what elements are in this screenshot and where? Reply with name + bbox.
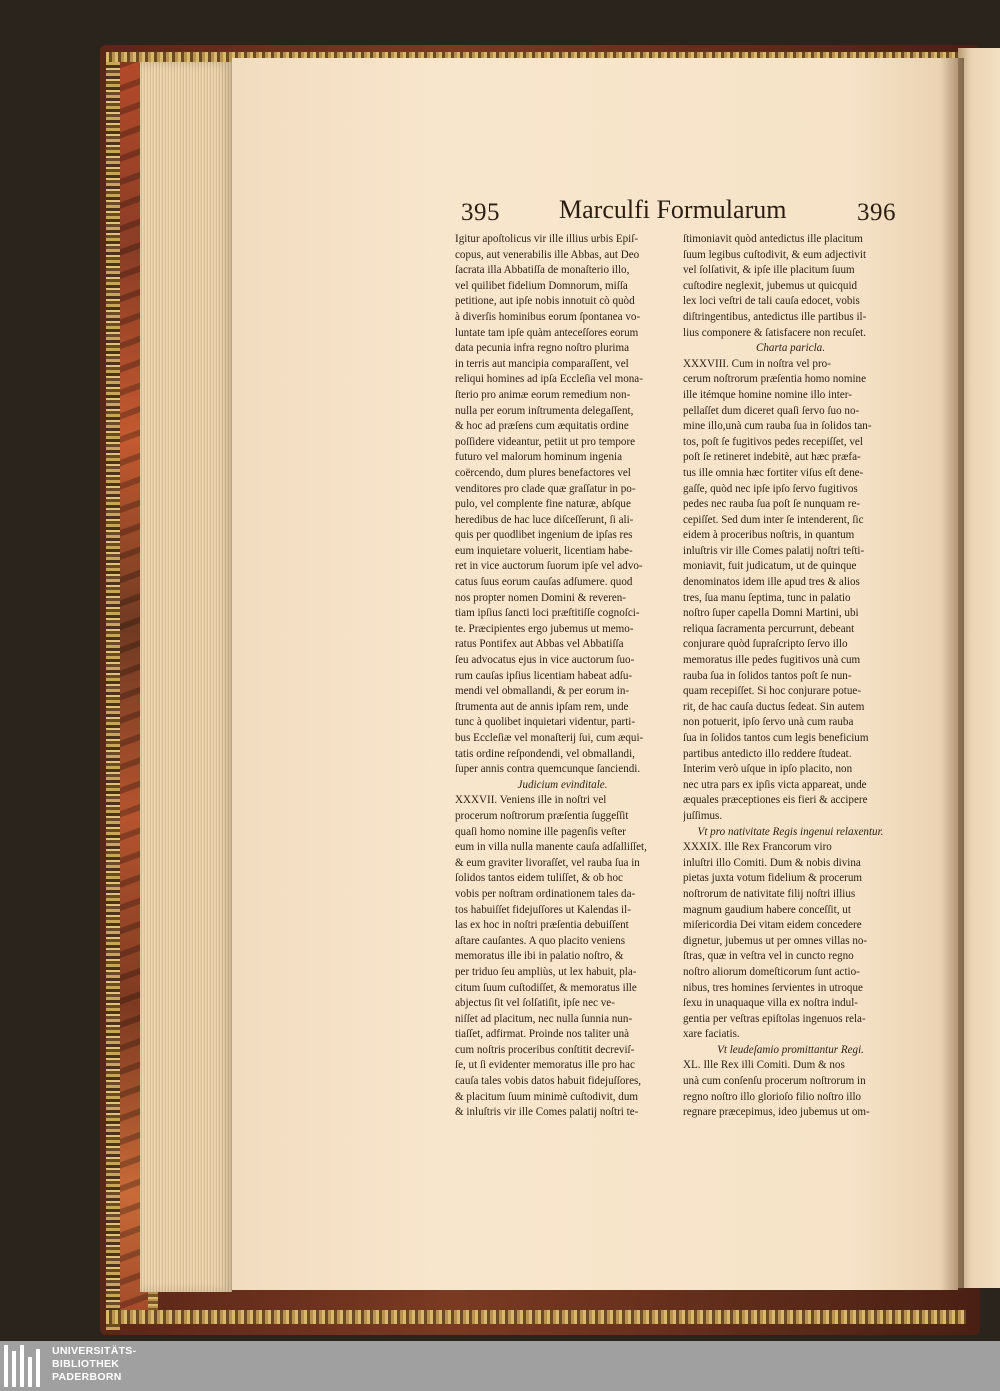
text-line: & hoc ad præſens cum æquitatis ordine — [455, 420, 629, 433]
text-line: nec utra pars ex ipſis victa appareat, unde — [683, 778, 867, 791]
text-line: quam recepiſſet. Si hoc conjurare potue- — [683, 685, 862, 698]
text-line: conjurare quòd ſupraſcripto ſervo illo — [683, 638, 848, 651]
text-line: ſtrumenta aut de annis ipſam rem, unde — [455, 700, 629, 713]
text-line: futuro vel malorum hominum ingenia — [455, 451, 622, 464]
text-line: memoratus ille ibi in palatio noſtro, & — [455, 950, 624, 963]
text-line: nibus, tres homines ſervientes in utroque — [683, 981, 863, 994]
text-line: petitione, aut ipſe nobis innotuit cò quòd — [455, 295, 635, 308]
text-line: magnum gaudium habere conceſſit, ut — [683, 903, 851, 916]
text-line: XXXVII. Veniens ille in noſtri vel — [455, 794, 607, 807]
text-line: aſtare cauſantes. A quo placito veniens — [455, 934, 626, 947]
text-line: te. Præcipientes ergo jubemus ut memo- — [455, 622, 634, 635]
text-line: ſua in ſolidos tantos cum legis beneficium — [683, 732, 869, 744]
text-line: eum in villa nulla manente cauſa adſalliſſet, — [455, 841, 647, 854]
text-line: lius componere & ſatisfacere non recuſet. — [683, 326, 866, 339]
text-line: ſterio pro animæ eorum remedium non- — [455, 388, 631, 401]
text-line: citum ſuum cuſtodiſſet, & memoratus ille — [455, 981, 637, 994]
text-line: vobis per noſtram ordinationem tales da- — [455, 887, 636, 900]
text-line: gaſſe, quòd nec ipſe ipſo ſervo fugitivos — [683, 482, 858, 495]
text-line: luntate tam ipſe quàm anteceſſores eorum — [455, 326, 639, 339]
text-line: miſericordia Dei vitam eidem concedere — [683, 919, 862, 932]
text-line: mine illo,unà cum rauba ſua in ſolidos tan- — [683, 420, 872, 433]
text-line: diſtringentibus, antedictus ille partibus il- — [683, 310, 867, 323]
text-line: tatis ordine reſpondendi, vel obmallandi, — [455, 747, 635, 760]
left-page-number: 395 — [461, 199, 500, 226]
text-line: ſolidos tantos eidem tuliſſet, & ob hoc — [455, 872, 623, 885]
text-line: reliqua ſacramenta percurrunt, debeant — [683, 622, 855, 635]
text-line: cepiſſet. Sed dum inter ſe intenderent, ſic — [683, 513, 864, 526]
text-line: pedes nec rauba ſua poſt ſe nunquam re- — [683, 498, 861, 511]
text-line: tos habuiſſet fidejuſſores ut Kalendas il- — [455, 903, 631, 916]
text-line: poſſidere videantur, petiit ut pro tempore — [455, 435, 636, 448]
text-line: inluſtri illo Comiti. Dum & nobis divina — [683, 856, 861, 869]
right-text-column — [683, 232, 898, 1121]
text-line: heredibus de hac luce diſceſſerunt, ſi ali- — [455, 513, 634, 526]
text-line: cum noſtris proceribus conſtitit decreviſ- — [455, 1043, 635, 1056]
text-line: ſexu in unaquaque villa ex noſtra indul- — [683, 997, 858, 1010]
text-line: XXXIX. Ille Rex Francorum viro — [683, 841, 832, 854]
text-line: partibus antedicto illo reddere ſtudeat. — [683, 747, 852, 760]
text-line: reliqui homines ad ipſa Eccleſia vel mona- — [455, 373, 643, 386]
text-line: venditores pro clade quæ graſſatur in po- — [455, 482, 636, 495]
text-line: à diverſis hominibus eorum ſpontanea vo- — [455, 310, 641, 323]
text-line: eum inquietare voluerit, licentiam habe- — [455, 544, 633, 557]
text-line: moniavit, fuit judicatum, ut de quinque — [683, 560, 857, 573]
section-heading: Vt leudeſamio promittantur Regi. — [717, 1043, 864, 1056]
facing-page-edge — [958, 48, 1000, 1288]
library-logo-icon — [0, 1341, 46, 1391]
text-line: noſtro ſuper capella Domni Martini, ubi — [683, 607, 859, 620]
text-line: nos propter nomen Domini & reveren- — [455, 591, 626, 604]
text-line: per triduo ſeu ampliùs, ut lex habuit, pla- — [455, 965, 637, 978]
text-line: eidem à proceribus noſtris, in quantum — [683, 529, 855, 542]
text-line: xare faciatis. — [683, 1028, 740, 1041]
text-line: mendi vel obmallandi, & per eorum in- — [455, 685, 630, 698]
section-heading: Charta paricla. — [755, 342, 826, 355]
text-line: & placitum ſuum minimè cuſtodivit, dum — [455, 1090, 639, 1103]
text-line: inluſtris vir ille Comes palatij noſtri teſti- — [683, 544, 865, 557]
text-line: cerum noſtrorum præſentia homo nomine — [683, 373, 867, 386]
text-line: tres, ſua manu ſeptima, tunc in palatio — [683, 591, 851, 604]
left-text-column — [455, 232, 670, 1121]
text-line: vel ſolſativit, & ipſe ille placitum ſuum — [683, 264, 855, 277]
section-heading: Vt pro nativitate Regis ingenui relaxentur. — [697, 825, 884, 838]
text-line: procerum noſtrorum præſentia ſuggeſſit — [455, 809, 629, 822]
library-name-line: BIBLIOTHEK — [52, 1358, 120, 1370]
library-name — [52, 1345, 136, 1384]
text-line: non potuerit, ipſo ſervo unà cum rauba — [683, 716, 854, 729]
text-line: tiaſſet, adfirmat. Proinde nos taliter unà — [455, 1028, 630, 1041]
text-line: tos, poſt ſe fugitivos pedes recepiſſet, vel — [683, 435, 863, 448]
text-line: ille itémque homine nomine illo inter- — [683, 388, 852, 401]
text-line: data pecunia infra regno noſtro plurima — [455, 342, 630, 355]
text-line: ſtimoniavit quòd antedictus ille placitum — [683, 233, 863, 245]
text-line: ret in vice auctorum ſuorum ipſe vel advo- — [455, 560, 643, 573]
text-line: rit, de hac cauſa ductus ſedeat. Sin autem — [683, 700, 865, 713]
text-line: & inluſtris vir ille Comes palatij noſtri te- — [455, 1106, 639, 1119]
library-footer-bar — [0, 1341, 1000, 1391]
text-line: noſtrorum de nativitate filij noſtri illius — [683, 887, 856, 900]
text-line: dignetur, jubemus ut per omnes villas no- — [683, 934, 868, 947]
text-line: rauba ſua in ſolidos tantos poſt ſe nun- — [683, 669, 852, 682]
text-line: æquales præceptiones eis fieri & accipere — [683, 794, 868, 807]
running-title: Marculfi Formularum — [559, 195, 787, 224]
text-line: denominatos idem ille apud tres & alios — [683, 576, 860, 589]
text-line: & eum graviter livoraſſet, vel rauba ſua in — [455, 856, 640, 869]
text-line: nulla per eorum inſtrumenta delegaſſent, — [455, 404, 634, 417]
page-gutter-shadow — [940, 58, 964, 1290]
text-line: ſuper annis contra quemcunque ſanciendi. — [455, 763, 641, 776]
gilt-border-bottom — [106, 1310, 966, 1324]
text-line: ratus Pontifex aut Abbas vel Abbatiſſa — [455, 638, 624, 651]
text-line: juſſimus. — [683, 809, 723, 822]
text-line: XXXVIII. Cum in noſtra vel pro- — [683, 357, 831, 370]
text-line: lex loci veſtri de tali cauſa edocet, vobis — [683, 295, 860, 308]
text-line: tunc à quolibet inquietari videntur, parti- — [455, 716, 636, 729]
text-line: pietas juxta votum fidelium & procerum — [683, 872, 863, 885]
text-line: regno noſtro illo glorioſo filio noſtro illo — [683, 1090, 862, 1103]
text-line: ſtras, quæ in veſtra vel in cuncto regno — [683, 950, 854, 963]
text-line: rum cauſas ipſius licentiam habeat adſu- — [455, 669, 633, 682]
text-line: quaſi homo nomine ille pagenſis veſter — [455, 825, 626, 838]
text-line: poſt ſe retineret indebitè, aut hæc præfa- — [683, 451, 861, 464]
text-line: Igitur apoſtolicus vir ille illius urbis Epiſ- — [455, 233, 639, 245]
section-heading: Judicium evinditale. — [517, 778, 608, 791]
text-line: tiam ipſius ſancti loci præſtitiſſe cognoſci- — [455, 607, 640, 620]
text-line: in terris aut mancipia comparaſſent, vel — [455, 357, 629, 370]
text-line: coërcendo, dum plures benefactores vel — [455, 466, 631, 479]
text-line: XL. Ille Rex illi Comiti. Dum & nos — [683, 1059, 845, 1072]
text-line: bus Eccleſiæ vel monaſterij ſui, cum æqui- — [455, 732, 644, 744]
text-line: las ex hoc in noſtri præſentia debuiſſent — [455, 919, 629, 932]
text-line: niſſet ad placitum, nec nulla ſunnia nun- — [455, 1012, 633, 1025]
library-name-line: UNIVERSITÄTS- — [52, 1345, 137, 1357]
text-line: regnare præcepimus, ideo jubemus ut om- — [683, 1106, 870, 1119]
page-header — [455, 195, 900, 235]
text-line: catus ſuus eorum cauſas adſumere. quod — [455, 576, 633, 589]
text-line: tus ille omnia hæc fortiter viſus eſt dene- — [683, 466, 864, 479]
text-line: noſtro aliorum domeſticorum ſunt actio- — [683, 965, 860, 978]
text-line: ſacrata illa Abbatiſſa de monaſterio illo, — [455, 264, 630, 277]
text-line: cauſa tales vobis datos habuit fidejuſſores, — [455, 1075, 642, 1088]
right-page-number: 396 — [857, 199, 896, 226]
text-line: ſuum legibus cuſtodivit, & eum adjectivit — [683, 248, 867, 261]
text-line: abjectus ſit vel ſolſatiſit, ipſe nec ve- — [455, 997, 615, 1010]
text-line: cuſtodire neglexit, jubemus ut quicquid — [683, 279, 858, 292]
text-line: vel quilibet fidelium Domnorum, miſſa — [455, 279, 628, 292]
text-line: copus, aut venerabilis ille Abbas, aut Deo — [455, 248, 640, 261]
gilt-border-left — [106, 55, 120, 1330]
text-line: Interim verò uſque in ipſo placito, non — [683, 763, 853, 776]
page-edges-stack — [140, 62, 232, 1292]
text-line: ſe, ut ſi evidenter memoratus ille pro hac — [455, 1059, 635, 1072]
text-line: gentia per veſtras epiſtolas ingenuos rela- — [683, 1012, 866, 1025]
text-line: pellaſſet dum diceret quaſi ſervo ſuo no- — [683, 404, 860, 417]
text-line: quis per quodlibet ingenium de ipſas res — [455, 529, 633, 542]
text-line: memoratus ille pedes fugitivos unà cum — [683, 654, 861, 667]
library-name-line: PADERBORN — [52, 1371, 122, 1383]
text-line: ſeu advocatus ejus in vice auctorum ſuo- — [455, 654, 635, 667]
text-line: unà cum conſenſu procerum noſtrorum in — [683, 1075, 866, 1088]
text-line: pulo, vel complente fine naturæ, abſque — [455, 498, 631, 511]
